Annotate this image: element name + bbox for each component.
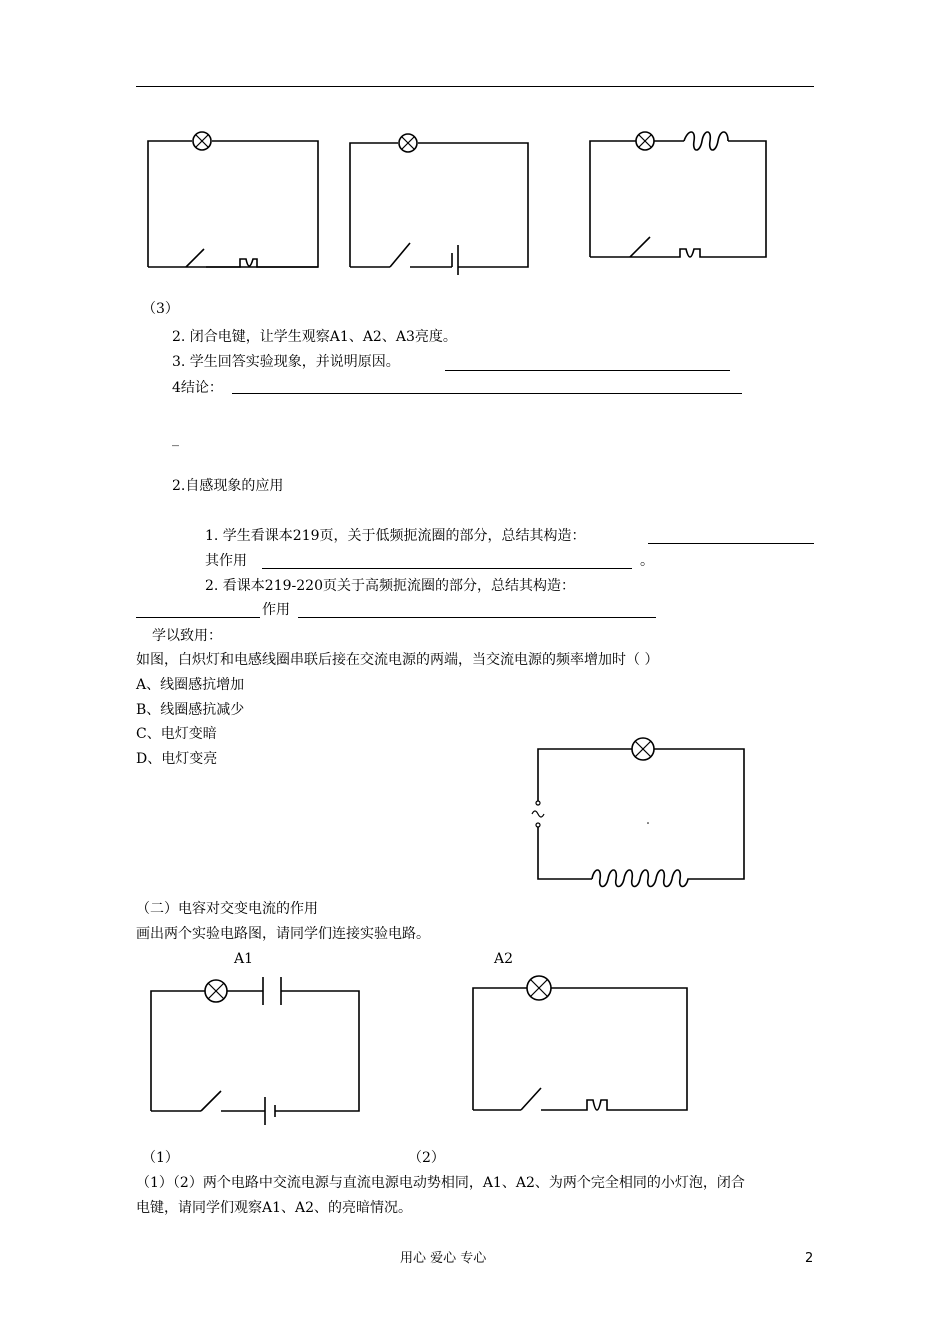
- capacitor-circuit-1: [145, 975, 370, 1120]
- option-b[interactable]: B、线圈感抗减少: [136, 702, 245, 718]
- item-1-end: 。: [640, 553, 654, 569]
- item-1-role-blank[interactable]: [262, 568, 632, 569]
- conclusion-blank[interactable]: [232, 393, 742, 394]
- exercise-circuit-diagram: [530, 735, 755, 885]
- circuit-diagram-2: [340, 125, 540, 275]
- capacitor-description-line-2: 电键，请同学们观察A1、A2、的亮暗情况。: [136, 1200, 413, 1216]
- item-1-role-label: 其作用: [205, 553, 247, 569]
- option-c[interactable]: C、电灯变暗: [136, 726, 217, 742]
- label-3: （3）: [142, 301, 179, 317]
- exercise-heading: 学以致用：: [152, 628, 222, 644]
- capacitor-section-title: （二）电容对交变电流的作用: [136, 901, 318, 917]
- step-2-text: 2. 闭合电键，让学生观察A1、A2、A3亮度。: [172, 329, 457, 345]
- item-1-text: 1. 学生看课本219页，关于低频扼流圈的部分，总结其构造：: [205, 528, 586, 544]
- section-title-self-induction: 2.自感现象的应用: [172, 478, 284, 494]
- item-2-structure-blank[interactable]: [136, 617, 260, 618]
- figure-label-1: （1）: [142, 1150, 179, 1166]
- item-2-text: 2. 看课本219-220页关于高频扼流圈的部分，总结其构造：: [205, 578, 575, 594]
- capacitor-circuit-2: [465, 970, 695, 1120]
- header-rule: [136, 86, 814, 87]
- option-d[interactable]: D、电灯变亮: [136, 751, 218, 767]
- page-number: 2: [805, 1251, 814, 1266]
- answer-blank[interactable]: [445, 370, 730, 371]
- lamp-label-a1: A1: [234, 951, 254, 967]
- dash-mark: _: [172, 431, 179, 447]
- figure-label-2: （2）: [408, 1150, 445, 1166]
- option-a[interactable]: A、线圈感抗增加: [136, 677, 245, 693]
- lamp-label-a2: A2: [494, 951, 514, 967]
- circuit-diagram-1: [140, 125, 325, 275]
- step-3-text: 3. 学生回答实验现象，并说明原因。: [172, 354, 400, 370]
- item-2-role-label: 作用: [262, 602, 290, 618]
- item-1-structure-blank[interactable]: [648, 543, 814, 544]
- capacitor-description-line-1: （1）（2）两个电路中交流电源与直流电源电动势相同，A1、A2、为两个完全相同的小灯泡，闭合: [136, 1175, 745, 1191]
- circuit-diagram-3: [580, 125, 780, 275]
- exercise-question: 如图，白炽灯和电感线圈串联后接在交流电源的两端，当交流电源的频率增加时（ ）: [136, 652, 659, 668]
- item-2-role-blank[interactable]: [298, 617, 656, 618]
- conclusion-label: 4结论：: [172, 380, 223, 396]
- footer-slogan: 用心 爱心 专心: [400, 1251, 487, 1266]
- capacitor-intro: 画出两个实验电路图，请同学们连接实验电路。: [136, 926, 430, 942]
